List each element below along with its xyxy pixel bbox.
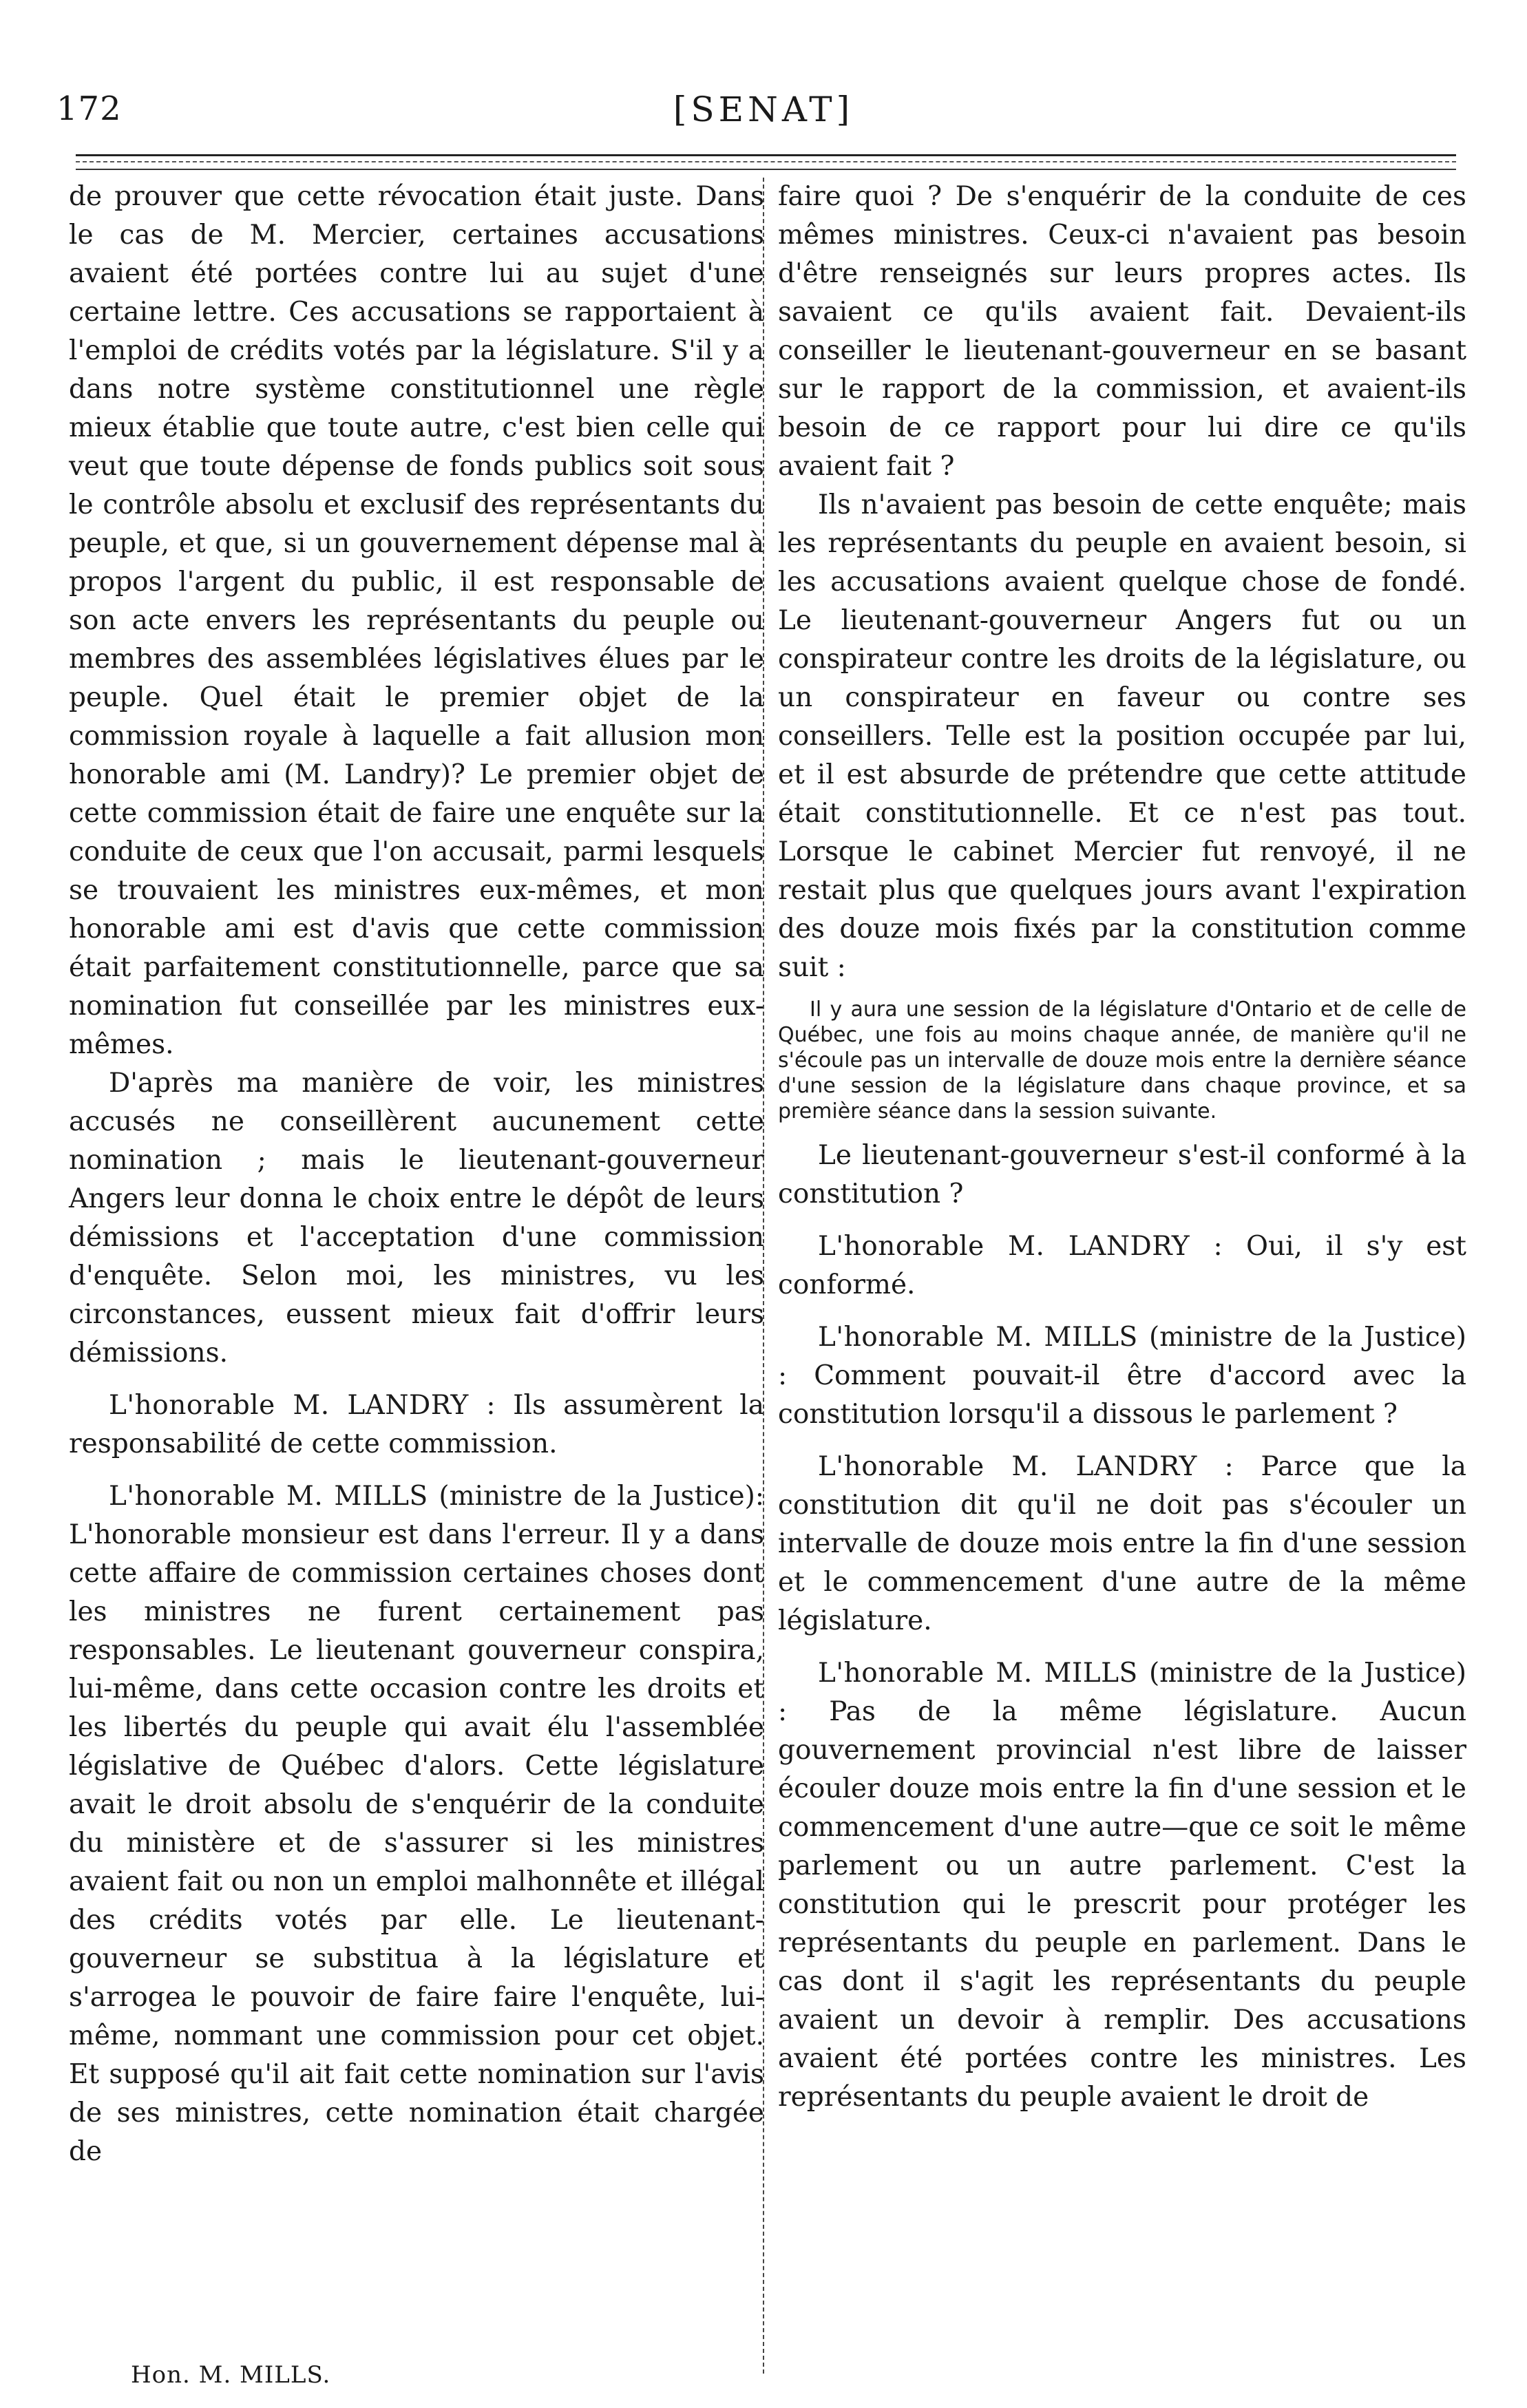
speaker-role: (ministre de la Justice) : <box>778 1322 1466 1391</box>
speech-text: Comment pouvait-il être d'accord avec la constitution lorsqu'il a dissous le parlement ? <box>778 1360 1466 1430</box>
left-column <box>69 178 764 2171</box>
left-paragraph-2: D'après ma manière de voir, les ministres accusés ne conseillèrent aucunement cette nomination ; mais le lieutenant-gouverneur Angers leur donna le choix entre le dépôt de leurs démissions et l'acceptation d'une commission d'enquête. Selon moi, les ministres, vu les circonstances, eussent mieux fait d'offrir leurs démissions. <box>69 1068 764 1369</box>
header-rule-dashed <box>76 161 1456 162</box>
left-paragraph-3 <box>69 1386 764 1464</box>
right-paragraph-5 <box>778 1318 1466 1434</box>
right-paragraph-6 <box>778 1448 1466 1640</box>
column-divider <box>763 178 764 2374</box>
speaker-role: (ministre de la Justice) : <box>778 1658 1466 1727</box>
right-paragraph-7 <box>778 1654 1466 2117</box>
speaker-name: L'honorable M. MILLS <box>818 1658 1138 1689</box>
speaker-name: L'honorable M. LANDRY : <box>818 1451 1234 1482</box>
right-paragraph-1: faire quoi ? De s'enquérir de la conduite de ces mêmes ministres. Ceux-ci n'avaient pas besoin d'être renseignés sur leurs propres actes. Ils savaient ce qu'ils avaient fait. Devaient-ils conseiller le lieutenant-gouverneur en se basant sur le rapport de la commission, et avaient-ils besoin de ce rapport pour lui dire ce qu'ils avaient fait ? <box>778 181 1466 482</box>
speaker-name: L'honorable M. LANDRY : <box>109 1390 496 1421</box>
right-paragraph-3: Le lieutenant-gouverneur s'est-il conformé à la constitution ? <box>778 1140 1466 1210</box>
speech-text: Parce que la constitution dit qu'il ne doit pas s'écouler un intervalle de douze mois entre la fin d'une session et le commencement d'une autre de la même législature. <box>778 1451 1466 1636</box>
page-title: [SENAT] <box>673 89 854 129</box>
constitution-quote: Il y aura une session de la législature d'Ontario et de celle de Québec, une fois au moins chaque année, de manière qu'il ne s'écoule pas un intervalle de douze mois entre la dernière séance d'une session de la législature dans chaque province, et sa première séance dans la session suivante. <box>778 997 1466 1123</box>
speech-text: L'honorable monsieur est dans l'erreur. Il y a dans cette affaire de commission certaines choses dont les ministres ne furent certainement pas responsables. Le lieutenant gouverneur conspira, lui-même, dans cette occasion contre les droits et les libertés du peuple qui avait élu l'assemblée législative de Québec d'alors. Cette législature avait le droit absolu de s'enquérir de la conduite du ministère et de s'assurer si les ministres avaient fait ou non un emploi malhonnête et illégal des crédits votés par elle. Le lieutenant-gouverneur se substitua à la législature et s'arrogea le pouvoir de faire faire l'enquête, lui-même, nommant une commission pour cet objet. Et supposé qu'il ait fait cette nomination sur l'avis de ses ministres, cette nomination était chargée de <box>69 1519 764 2167</box>
running-footer: Hon. M. MILLS. <box>131 2361 331 2389</box>
speech-text: Oui, il s'y est conformé. <box>778 1231 1466 1300</box>
speaker-name: L'honorable M. MILLS <box>818 1322 1138 1353</box>
speech-text: Pas de la même législature. Aucun gouvernement provincial n'est libre de laisser écouler douze mois entre la fin d'une session et le commencement d'une autre—que ce soit le même parlement ou un autre parlement. C'est la constitution qui le prescrit pour protéger les représentants du peuple en parlement. Dans le cas dont il s'agit les représentants du peuple avaient un devoir à remplir. Des accusations avaient été portées contre les ministres. Les représentants du peuple avaient le droit de <box>778 1696 1466 2113</box>
header-rule <box>76 154 1456 156</box>
left-paragraph-1: de prouver que cette révocation était juste. Dans le cas de M. Mercier, certaines accusations avaient été portées contre lui au sujet d'une certaine lettre. Ces accusations se rapportaient à l'emploi de crédits votés par la législature. S'il y a dans notre système constitutionnel une règle mieux établie que toute autre, c'est bien celle qui veut que toute dépense de fonds publics soit sous le contrôle absolu et exclusif des représentants du peuple, et que, si un gouvernement dépense mal à propos l'argent du public, il est responsable de son acte envers les représentants du peuple ou membres des assemblées législatives élues par le peuple. Quel était le premier objet de la commission royale à laquelle a fait allusion mon honorable ami (M. Landry)? Le premier objet de cette commission était de faire une enquête sur la conduite de ceux que l'on accusait, parmi lesquels se trouvaient les ministres eux-mêmes, et mon honorable ami est d'avis que cette commission était parfaitement constitutionnelle, parce que sa nomination fut conseillée par les ministres eux-mêmes. <box>69 181 764 1060</box>
header-rule-lower <box>76 169 1456 170</box>
speaker-role: (ministre de la Justice): <box>439 1481 764 1512</box>
right-column <box>778 178 1466 2117</box>
speaker-name: L'honorable M. MILLS <box>109 1481 428 1512</box>
speech-text: Ils assumèrent la responsabilité de cette commission. <box>69 1390 764 1459</box>
speaker-name: L'honorable M. LANDRY : <box>818 1231 1223 1262</box>
left-paragraph-4 <box>69 1477 764 2171</box>
page-header <box>0 89 1527 138</box>
right-paragraph-2: Ils n'avaient pas besoin de cette enquête; mais les représentants du peuple en avaient besoin, si les accusations avaient quelque chose de fondé. Le lieutenant-gouverneur Angers fut ou un conspirateur contre les droits de la législature, ou un conspirateur en faveur ou contre ses conseillers. Telle est la position occupée par lui, et il est absurde de prétendre que cette attitude était constitutionnelle. Et ce n'est pas tout. Lorsque le cabinet Mercier fut renvoyé, il ne restait plus que quelques jours avant l'expiration des douze mois fixés par la constitution comme suit : <box>778 489 1466 983</box>
page-number: 172 <box>56 89 122 128</box>
right-paragraph-4 <box>778 1227 1466 1305</box>
